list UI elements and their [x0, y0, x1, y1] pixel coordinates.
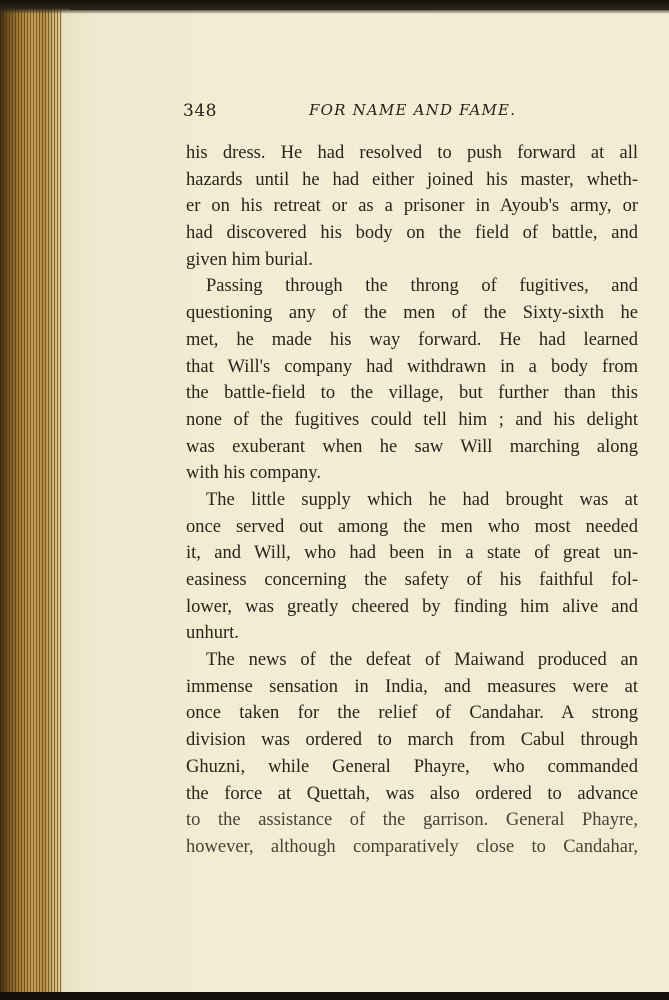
paragraph-end-line: given him burial.	[186, 249, 313, 270]
text-line: division was ordered to march from Cabul through	[186, 730, 638, 751]
page-number: 348	[183, 101, 217, 121]
text-line: hazards until he had either joined his master, wheth-	[186, 169, 638, 190]
text-line: the force at Quettah, was also ordered to advance	[186, 783, 638, 804]
text-line: it, and Will, who had been in a state of great un-	[186, 543, 638, 564]
paragraph-first-line: Passing through the throng of fugitives, and	[206, 276, 638, 297]
book-page-edges	[0, 8, 70, 996]
text-line: however, although comparatively close to Candahar,	[186, 836, 638, 857]
running-title: FOR NAME AND FAME.	[309, 101, 517, 119]
paragraph-first-line: The little supply which he had brought was at	[206, 489, 638, 510]
text-line: once taken for the relief of Candahar. A strong	[186, 703, 638, 724]
text-line: er on his retreat or as a prisoner in Ayoub's army, or	[186, 196, 638, 217]
text-line: was exuberant when he saw Will marching along	[186, 436, 638, 457]
text-line: that Will's company had withdrawn in a body from	[186, 356, 638, 377]
running-head	[0, 101, 669, 125]
text-line: his dress. He had resolved to push forward at all	[186, 143, 638, 163]
paragraph-first-line: The news of the defeat of Maiwand produced an	[206, 650, 638, 671]
paragraph-end-line: with his company.	[186, 463, 321, 484]
bottom-shadow	[0, 992, 669, 1000]
text-line: none of the fugitives could tell him ; and his delight	[186, 409, 638, 430]
text-line: to the assistance of the garrison. General Phayre,	[186, 810, 638, 831]
body-text	[186, 140, 638, 861]
text-line: immense sensation in India, and measures were at	[186, 676, 638, 697]
text-line: the battle-field to the village, but further than this	[186, 383, 638, 404]
text-line: had discovered his body on the field of battle, and	[186, 223, 638, 244]
text-line: easiness concerning the safety of his faithful fol-	[186, 570, 638, 590]
paragraph-end-line: unhurt.	[186, 623, 239, 644]
text-line: met, he made his way forward. He had learned	[186, 329, 638, 350]
text-line: questioning any of the men of the Sixty-sixth he	[186, 303, 638, 324]
text-line: lower, was greatly cheered by finding him alive and	[186, 596, 638, 617]
text-line: Ghuzni, while General Phayre, who commanded	[186, 756, 638, 777]
text-line: once served out among the men who most needed	[186, 516, 638, 537]
top-shadow	[0, 0, 669, 14]
